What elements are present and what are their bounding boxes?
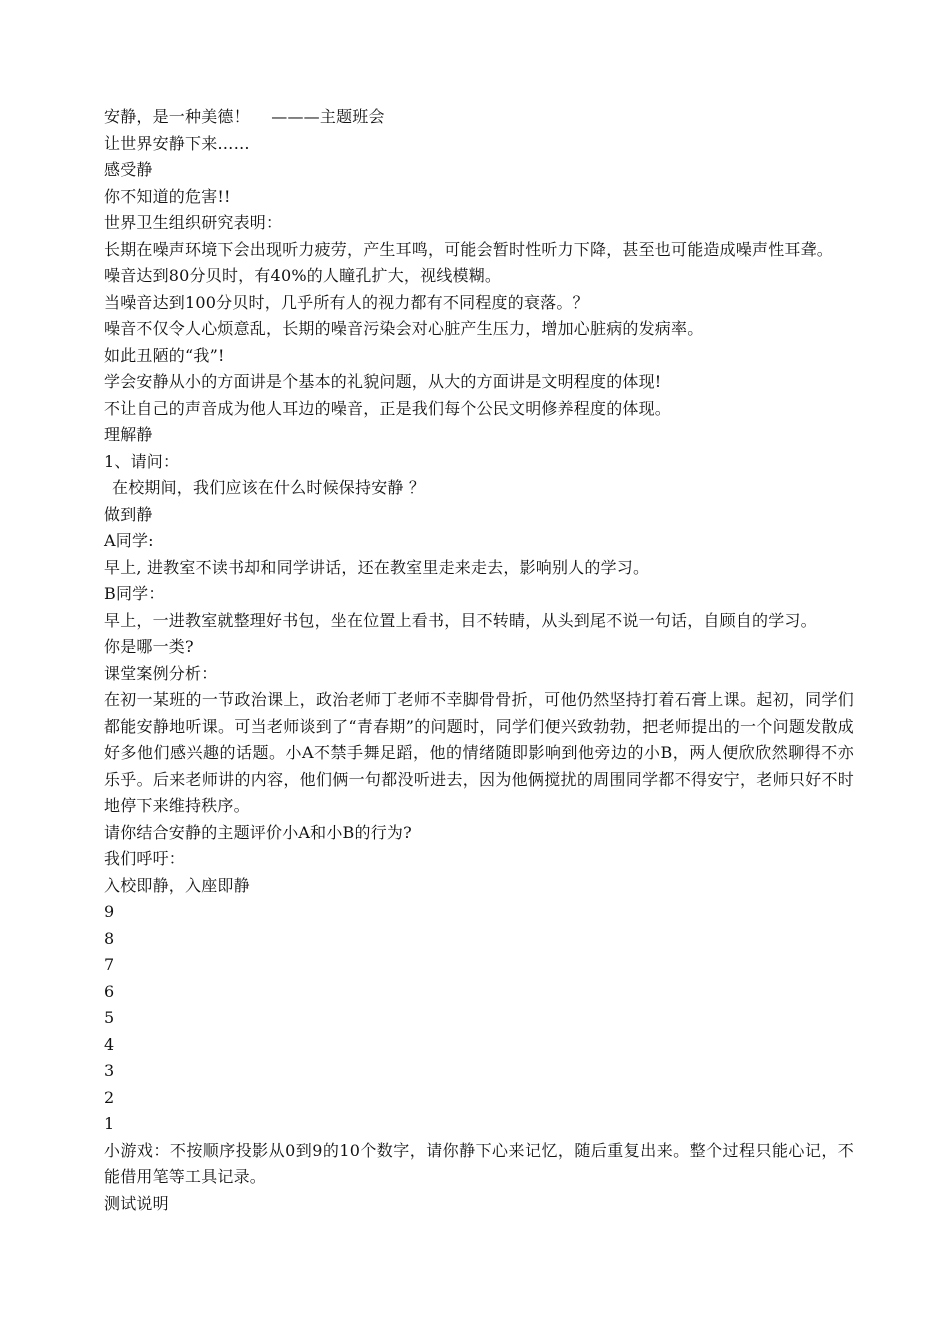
text-line: 噪音达到80分贝时，有40%的人瞳孔扩大，视线模糊。 — [104, 266, 502, 285]
text-line: 世界卫生组织研究表明： — [104, 213, 283, 232]
text-line: 1、请问： — [104, 451, 180, 471]
text-line: 如此丑陋的“我”! — [104, 345, 225, 365]
countdown-number: 1 — [104, 1114, 115, 1133]
paragraph-hearing: 长期在噪声环境下会出现听力疲劳，产生耳鸣，可能会暂时性听力下降，甚至也可能造成噪声性耳聋。 — [104, 239, 834, 259]
question-line: 在校期间，我们应该在什么时候保持安静 ？ — [112, 478, 426, 497]
text-line: A同学: — [104, 531, 154, 550]
section-heading: 感受静 — [104, 160, 153, 179]
text-line: 学会安静从小的方面讲是个基本的礼貌问题，从大的方面讲是文明程度的体现! — [104, 372, 662, 391]
text-line: 我们呼吁： — [104, 849, 186, 868]
countdown-number: 6 — [104, 981, 115, 1001]
text-line: 当噪音达到100分贝时，几乎所有人的视力都有不同程度的衰落。？ — [104, 292, 589, 312]
text-line: 入校即静，入座即静 — [104, 875, 250, 895]
text-line: 让世界安静下来…… — [104, 133, 250, 153]
text-line: 早上，一进教室就整理好书包，坐在位置上看书，目不转睛，从头到尾不说一句话，自顾自的学习。 — [104, 610, 817, 630]
text-line: 不让自己的声音成为他人耳边的噪音，正是我们每个公民文明修养程度的体现。 — [104, 398, 672, 418]
countdown-number: 8 — [104, 928, 115, 948]
text-line: 早上, 进教室不读书却和同学讲话，还在教室里走来走去，影响别人的学习。 — [104, 557, 650, 577]
document-title: 安静，是一种美德！ ———主题班会 — [104, 107, 385, 126]
text-line: 噪音不仅令人心烦意乱，长期的噪音污染会对心脏产生压力，增加心脏病的发病率。 — [104, 319, 704, 338]
section-heading: 做到静 — [104, 504, 153, 524]
text-line: 你是哪一类? — [104, 637, 194, 656]
countdown-number: 4 — [104, 1034, 115, 1054]
paragraph-game: 小游戏：不按顺序投影从0到9的10个数字，请你静下心来记忆，随后重复出来。整个过程只能心记，不能借用笔等工具记录。 — [104, 1140, 854, 1186]
section-heading: 理解静 — [104, 425, 153, 444]
text-line: B同学： — [104, 584, 165, 603]
text-line: 课堂案例分析： — [104, 663, 218, 683]
countdown-number: 2 — [104, 1087, 115, 1107]
countdown-number: 9 — [104, 902, 115, 921]
text-line: 请你结合安静的主题评价小A和小B的行为? — [104, 822, 412, 842]
document-page — [104, 104, 854, 1217]
countdown-number: 3 — [104, 1061, 115, 1080]
text-line: 测试说明 — [104, 1193, 169, 1213]
countdown-number: 5 — [104, 1008, 115, 1027]
text-line: 你不知道的危害!! — [104, 186, 231, 206]
paragraph-case: 在初一某班的一节政治课上，政治老师丁老师不幸脚骨骨折，可他仍然坚持打着石膏上课。起初，同学们都能安静地听课。可当老师谈到了“青春期”的问题时，同学们便兴致勃勃，把老师提出的一个问题发散成好多他们感兴趣的话题。小A不禁手舞足蹈，他的情绪随即影响到他旁边的小B，两人便欣欣然聊得不亦乐乎。后来老师讲的内容，他们俩一句都没听进去，因为他俩搅扰的周围同学都不得安宁，老师只好不时地停下来维持秩序。 — [104, 690, 854, 815]
countdown-number: 7 — [104, 955, 115, 974]
